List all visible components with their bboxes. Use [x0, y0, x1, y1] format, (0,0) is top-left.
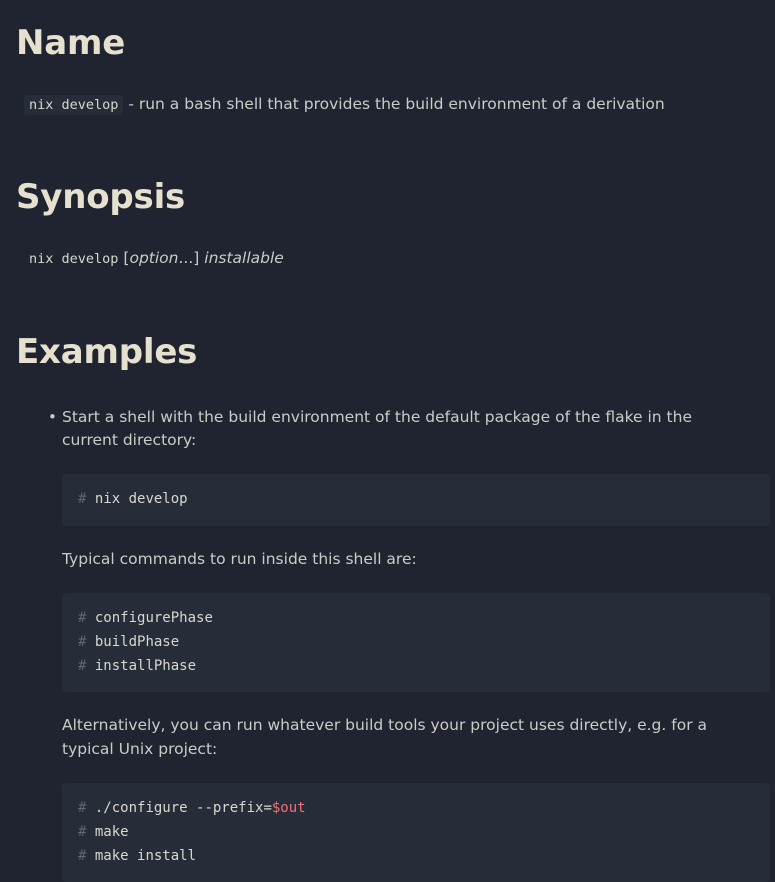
prompt-hash: # [78, 658, 86, 674]
examples-list [16, 406, 759, 882]
name-description-paragraph [16, 93, 759, 116]
example-text-2: Typical commands to run inside this shell are: [62, 548, 722, 571]
name-description-text: - run a bash shell that provides the build environment of a derivation [128, 95, 664, 113]
code-line [78, 797, 754, 821]
prompt-hash: # [78, 848, 86, 864]
code-line [78, 845, 754, 869]
nix-develop-command-name: nix develop [24, 95, 123, 115]
code-text: nix develop [86, 491, 187, 507]
document-page [0, 18, 775, 882]
code-text: make [86, 824, 128, 840]
code-text: configurePhase [86, 610, 212, 626]
code-variable: $out [272, 800, 306, 816]
example-text-3: Alternatively, you can run whatever build tools your project uses directly, e.g. for a typical Unix project: [62, 714, 722, 761]
code-text: buildPhase [86, 634, 179, 650]
code-line [78, 488, 754, 512]
code-block-3 [62, 783, 770, 882]
section-heading-synopsis: Synopsis [16, 172, 759, 223]
code-line [78, 631, 754, 655]
synopsis-installable: installable [204, 249, 284, 267]
section-heading-examples: Examples [16, 327, 759, 378]
synopsis-line [16, 247, 759, 270]
synopsis-option: option [129, 249, 178, 267]
code-line [78, 655, 754, 679]
synopsis-ellipsis: ... [178, 249, 193, 267]
code-block-2 [62, 593, 770, 692]
prompt-hash: # [78, 824, 86, 840]
nix-develop-command-synopsis: nix develop [24, 249, 123, 269]
code-line [78, 821, 754, 845]
prompt-hash: # [78, 800, 86, 816]
list-item [62, 406, 759, 882]
code-text: make install [86, 848, 196, 864]
synopsis-bracket-open: [ [123, 249, 129, 267]
prompt-hash: # [78, 491, 86, 507]
code-text: installPhase [86, 658, 196, 674]
code-text: ./configure --prefix= [86, 800, 271, 816]
synopsis-bracket-close: ] [193, 249, 199, 267]
code-block-1 [62, 474, 770, 526]
code-line [78, 607, 754, 631]
page-title-name: Name [16, 18, 759, 69]
example-text-1: • Start a shell with the build environment of the default package of the flake in the current directory: [62, 406, 722, 453]
prompt-hash: # [78, 610, 86, 626]
prompt-hash: # [78, 634, 86, 650]
